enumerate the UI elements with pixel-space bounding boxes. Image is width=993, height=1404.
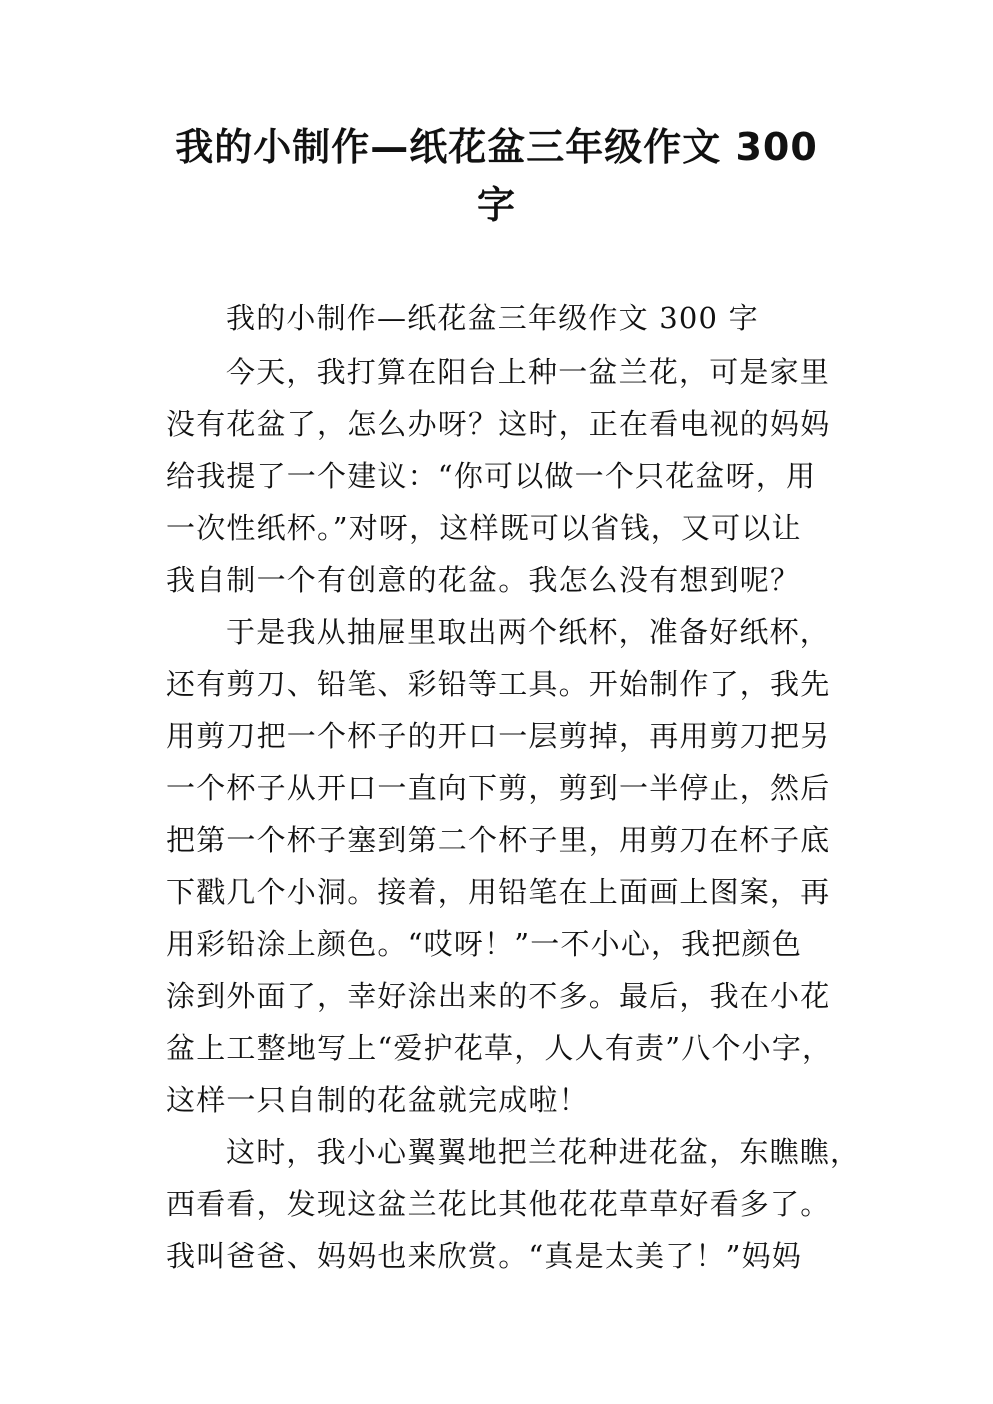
essay-subtitle: 我的小制作—纸花盆三年级作文 300 字 — [226, 301, 759, 335]
paragraph-1-line: 给我提了一个建议：“你可以做一个只花盆呀，用 — [166, 459, 817, 493]
paragraph-3-line: 这时，我小心翼翼地把兰花种进花盆，东瞧瞧， — [226, 1135, 861, 1169]
paragraph-2-line: 这样一只自制的花盆就完成啦！ — [166, 1083, 589, 1117]
paragraph-2-line: 一个杯子从开口一直向下剪，剪到一半停止，然后 — [166, 771, 831, 805]
paragraph-3-line: 我叫爸爸、妈妈也来欣赏。“真是太美了！”妈妈 — [166, 1239, 803, 1273]
document-title — [120, 118, 873, 234]
paragraph-1-line: 没有花盆了，怎么办呀？这时，正在看电视的妈妈 — [166, 407, 831, 441]
paragraph-1-line: 我自制一个有创意的花盆。我怎么没有想到呢？ — [166, 563, 801, 597]
paragraph-2-line: 于是我从抽屉里取出两个纸杯，准备好纸杯， — [226, 615, 831, 649]
paragraph-2-line: 下戳几个小洞。接着，用铅笔在上面画上图案，再 — [166, 875, 831, 909]
paragraph-2-line: 盆上工整地写上“爱护花草，人人有责”八个小字， — [166, 1031, 833, 1065]
title-line-2: 字 — [476, 183, 516, 227]
paragraph-2-line: 用剪刀把一个杯子的开口一层剪掉，再用剪刀把另 — [166, 719, 831, 753]
title-line-1: 我的小制作—纸花盆三年级作文 300 — [175, 125, 818, 169]
paragraph-2-line: 还有剪刀、铅笔、彩铅等工具。开始制作了，我先 — [166, 667, 831, 701]
paragraph-2-line: 涂到外面了，幸好涂出来的不多。最后，我在小花 — [166, 979, 831, 1013]
paragraph-1-line: 今天，我打算在阳台上种一盆兰花，可是家里 — [226, 355, 831, 389]
paragraph-2-line: 用彩铅涂上颜色。“哎呀！”一不小心，我把颜色 — [166, 927, 803, 961]
paragraph-1-line: 一次性纸杯。”对呀，这样既可以省钱，又可以让 — [166, 511, 802, 545]
paragraph-3-line: 西看看，发现这盆兰花比其他花花草草好看多了。 — [166, 1187, 831, 1221]
paragraph-2-line: 把第一个杯子塞到第二个杯子里，用剪刀在杯子底 — [166, 823, 831, 857]
